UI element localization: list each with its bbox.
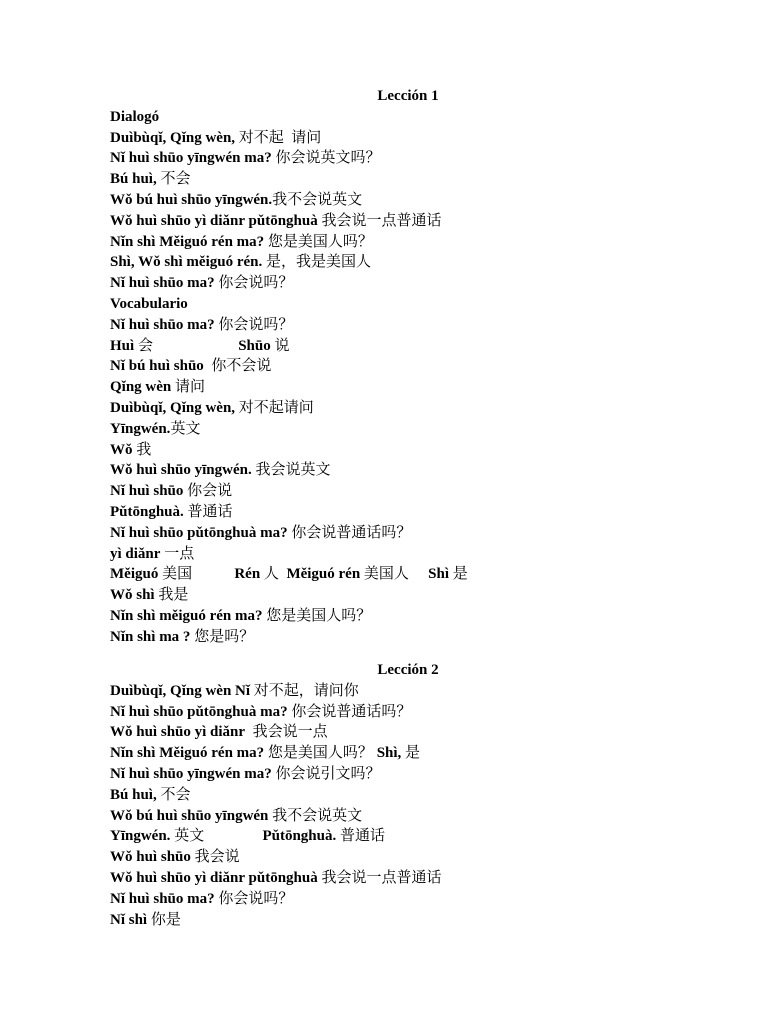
lesson-2-lines [110, 681, 670, 931]
text-line [110, 585, 670, 606]
pinyin-text: Wǒ huì shūo yì diǎnr [110, 724, 246, 741]
chinese-text: 会 [134, 337, 153, 354]
pinyin-text: Shì [428, 566, 450, 583]
text-line [110, 847, 670, 868]
chinese-text: 你是 [147, 911, 181, 928]
chinese-text: 我 [132, 441, 152, 458]
text-line [110, 910, 670, 931]
pinyin-text: Wǒ huì shūo [110, 849, 191, 866]
section-heading: Vocabulario [110, 295, 188, 312]
text-line [110, 743, 670, 764]
pinyin-text: Nǐ huì shūo pǔtōnghuà ma? [110, 524, 288, 541]
pinyin-text: Shūo [238, 337, 271, 354]
chinese-text: 英文 [170, 420, 201, 437]
pinyin-text: Shì, [372, 745, 402, 762]
chinese-text: 你会说普通话吗？ [287, 524, 412, 541]
pinyin-text: Nǐn shì Měiguó rén ma? [110, 233, 265, 250]
pinyin-text: Duìbùqǐ, Qǐng wèn, [110, 399, 236, 416]
chinese-text: 你会说 [183, 483, 233, 500]
pinyin-text: Huì [110, 337, 135, 354]
chinese-text: 是 [449, 566, 468, 583]
pinyin-text: Wǒ bú huì shūo yīngwén [110, 807, 269, 824]
pinyin-text: Nǐ huì shūo ma? [110, 316, 215, 333]
chinese-text: 说 [270, 337, 290, 354]
pinyin-text: Duìbùqǐ, Qǐng wèn, [110, 129, 236, 146]
text-line [110, 606, 670, 627]
pinyin-text: Qǐng wèn [110, 379, 172, 396]
text-line [110, 564, 670, 585]
text-line [110, 148, 670, 169]
text-line [110, 398, 670, 419]
chinese-text: 我不会说英文 [272, 191, 363, 208]
text-line [110, 211, 670, 232]
chinese-text: 你会说吗？ [214, 316, 294, 333]
chinese-text: 我会说一点普通话 [317, 869, 442, 886]
pinyin-text: Wǒ bú huì shūo yīngwén. [110, 191, 273, 208]
pinyin-text: Nǐ huì shūo pǔtōnghuà ma? [110, 703, 288, 720]
text-line [110, 190, 670, 211]
text-line [110, 785, 670, 806]
pinyin-text: Yīngwén. [110, 828, 171, 845]
text-line [110, 356, 670, 377]
pinyin-text: Nǐ bú huì shūo [110, 358, 204, 375]
text-line [110, 627, 670, 648]
pinyin-text: Měiguó [110, 566, 159, 583]
pinyin-text: Nǐn shì ma ? [110, 628, 191, 645]
text-line [110, 502, 670, 523]
pinyin-text: Wǒ [110, 441, 133, 458]
chinese-text: 您是吗？ [190, 628, 255, 645]
lesson-2-title: Lección 2 [377, 662, 439, 678]
pinyin-text: Nǐn shì měiguó rén ma? [110, 607, 263, 624]
pinyin-text: Nǐ huì shūo yīngwén ma? [110, 765, 272, 782]
pinyin-text: Yīngwén. [110, 420, 171, 437]
text-line [110, 440, 670, 461]
pinyin-text: Bú huì, [110, 171, 157, 188]
text-line [110, 826, 670, 847]
text-line [110, 481, 670, 502]
section-heading: Dialogó [110, 108, 160, 125]
text-line [110, 377, 670, 398]
text-line [110, 868, 670, 889]
text-line [110, 681, 670, 702]
chinese-text: 我会说英文 [251, 462, 331, 479]
chinese-text: 普通话 [183, 503, 233, 520]
lesson-1-section [110, 86, 670, 648]
pinyin-text: Nǐ huì shūo ma? [110, 275, 215, 292]
chinese-text: 人 [260, 566, 287, 583]
lesson-2-section [110, 660, 670, 930]
pinyin-text: Pǔtōnghuà. [262, 828, 337, 845]
text-line [110, 544, 670, 565]
chinese-text: 你会说吗？ [214, 275, 294, 292]
pinyin-text: Pǔtōnghuà. [110, 503, 184, 520]
text-line [110, 889, 670, 910]
chinese-text: 对不起请问 [235, 399, 314, 416]
pinyin-text: yì diǎnr [110, 545, 161, 562]
lesson-1-title: Lección 1 [377, 88, 439, 104]
chinese-text: 您是美国人吗？ [264, 745, 373, 762]
chinese-text: 不会 [156, 786, 191, 803]
pinyin-text: Nǐn shì Měiguó rén ma? [110, 745, 265, 762]
pinyin-text: Měiguó rén [286, 566, 361, 583]
text-line [110, 702, 670, 723]
chinese-text: 你会说吗？ [214, 890, 294, 907]
chinese-text: 对不起，请问你 [250, 682, 359, 699]
chinese-text: 你会说普通话吗？ [287, 703, 412, 720]
chinese-text: 请问 [171, 379, 206, 396]
text-line [110, 419, 670, 440]
chinese-text: 您是美国人吗？ [262, 607, 372, 624]
chinese-text: 美国 [158, 566, 193, 583]
pinyin-text: Wǒ huì shūo yì diǎnr pǔtōnghuà [110, 212, 318, 229]
text-line [110, 232, 670, 253]
text-line [110, 128, 670, 149]
pinyin-text: Duìbùqǐ, Qǐng wèn Nǐ [110, 682, 251, 699]
pinyin-text: Nǐ shì [110, 911, 148, 928]
pinyin-text: Wǒ shì [110, 587, 155, 604]
text-line [110, 315, 670, 336]
chinese-text: 您是美国人吗？ [264, 233, 373, 250]
text-line [110, 722, 670, 743]
chinese-text: 我是 [154, 587, 189, 604]
chinese-text: 是 [401, 745, 421, 762]
pinyin-text: Wǒ huì shūo yì diǎnr pǔtōnghuà [110, 869, 318, 886]
chinese-text: 普通话 [336, 828, 385, 845]
chinese-text: 美国人 [360, 566, 409, 583]
chinese-text: 我会说一点 [245, 724, 328, 741]
chinese-text: 是，我是美国人 [262, 254, 372, 271]
lesson-1-lines [110, 107, 670, 648]
chinese-text: 不会 [156, 171, 191, 188]
text-line [110, 336, 670, 357]
pinyin-text: Wǒ huì shūo yīngwén. [110, 462, 252, 479]
chinese-text: 英文 [170, 828, 205, 845]
text-line [110, 252, 670, 273]
chinese-text: 一点 [160, 545, 195, 562]
text-line [110, 764, 670, 785]
text-line [110, 169, 670, 190]
pinyin-text: Nǐ huì shūo ma? [110, 890, 215, 907]
text-line [110, 460, 670, 481]
pinyin-text: Shì, Wǒ shì měiguó rén. [110, 254, 263, 271]
pinyin-text: Rén [234, 566, 261, 583]
chinese-text: 我会说 [190, 849, 240, 866]
text-line [110, 273, 670, 294]
pinyin-text: Nǐ huì shūo yīngwén ma? [110, 150, 272, 167]
text-line [110, 806, 670, 827]
chinese-text: 你会说引文吗？ [271, 765, 381, 782]
pinyin-text: Nǐ huì shūo [110, 483, 184, 500]
chinese-text: 你不会说 [203, 358, 272, 375]
chinese-text: 你会说英文吗？ [271, 150, 381, 167]
text-line [110, 523, 670, 544]
chinese-text: 我不会说英文 [268, 807, 363, 824]
pinyin-text: Bú huì, [110, 786, 157, 803]
chinese-text: 我会说一点普通话 [317, 212, 442, 229]
chinese-text: 对不起 请问 [235, 129, 322, 146]
